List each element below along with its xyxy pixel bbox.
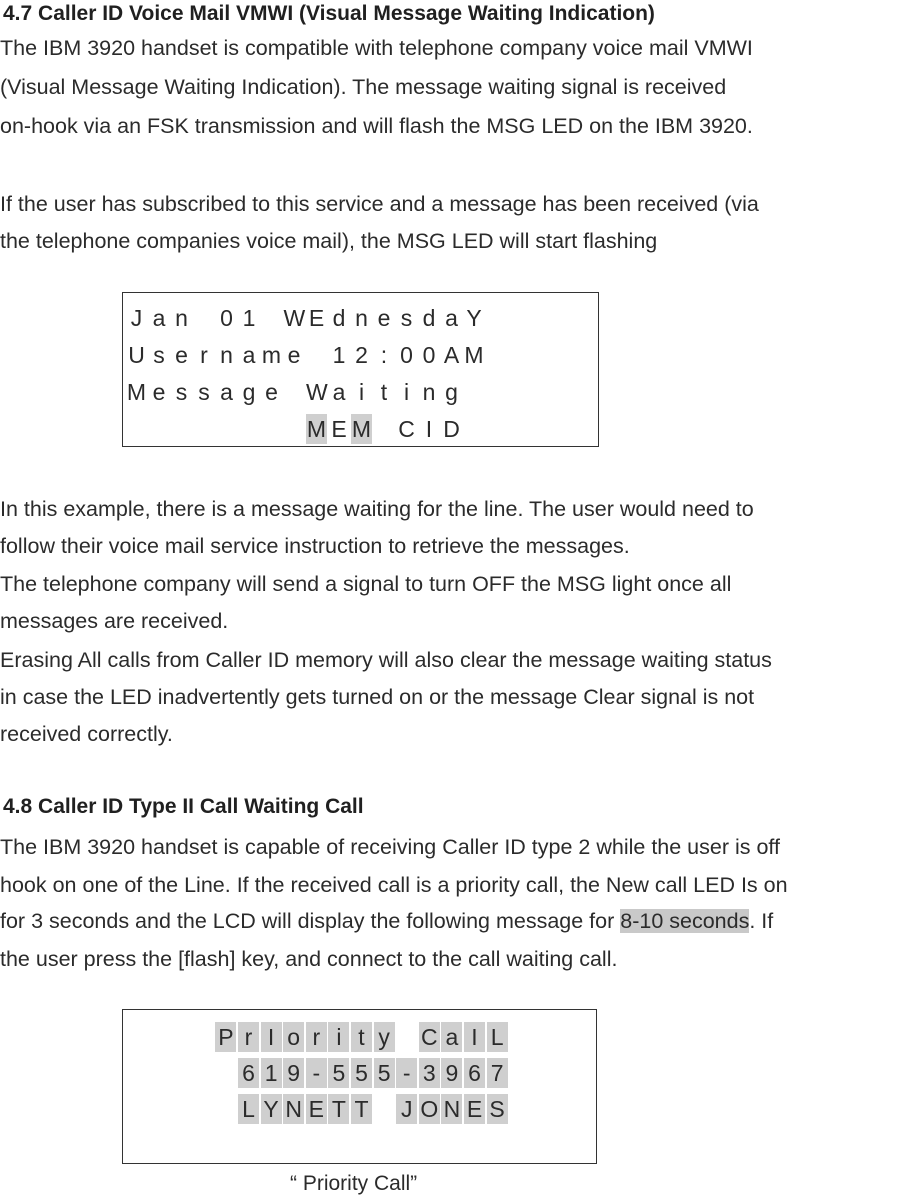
lcd-char: E (331, 416, 347, 442)
lcd-char: D (443, 416, 460, 442)
lcd-char: d (422, 305, 436, 331)
lcd-char: L (238, 1094, 259, 1124)
lcd-char: J (396, 1094, 417, 1124)
lcd-display-message-waiting (122, 292, 599, 447)
paragraph-line: In this example, there is a message waiting for the line. The user would need to (0, 497, 754, 521)
lcd-char: M (351, 416, 372, 442)
lcd-char: r (306, 1022, 327, 1052)
lcd-char: i (328, 1022, 349, 1052)
lcd-char: S (487, 1094, 508, 1124)
section-4-7-heading: 4.7 Caller ID Voice Mail VMWI (Visual Message Waiting Indication) (3, 2, 655, 25)
lcd-char: T (351, 1094, 372, 1124)
lcd-char: a (242, 342, 256, 368)
lcd-char: d (332, 305, 346, 331)
lcd-char: I (425, 416, 433, 442)
lcd-char: T (328, 1094, 349, 1124)
lcd-char: 9 (441, 1058, 462, 1088)
paragraph-line: on-hook via an FSK transmission and will flash the MSG LED on the IBM 3920. (0, 114, 753, 138)
figure-caption: “ Priority Call” (290, 1172, 418, 1195)
lcd-char: e (265, 379, 278, 405)
paragraph-line: The IBM 3920 handset is compatible with telephone company voice mail VMWI (0, 36, 753, 60)
lcd-char: C (398, 416, 415, 442)
lcd-char: E (308, 305, 325, 331)
lcd-char: W (283, 305, 306, 331)
paragraph-line: The telephone company will send a signal to turn OFF the MSG light once all (0, 572, 732, 596)
highlighted-duration: 8-10 seconds (620, 909, 750, 933)
lcd-char: C (419, 1022, 440, 1052)
paragraph-line: follow their voice mail service instruction to retrieve the messages. (0, 534, 630, 558)
lcd-char: L (487, 1022, 508, 1052)
lcd-char: E (464, 1094, 485, 1124)
lcd-char: P (215, 1022, 236, 1052)
text-run: for 3 seconds and the LCD will display the following message for (0, 909, 621, 933)
lcd-char: s (153, 342, 165, 368)
lcd-char: g (242, 379, 256, 405)
paragraph-line: If the user has subscribed to this service and a message has been received (via (0, 192, 759, 216)
lcd-char: 5 (374, 1058, 395, 1088)
lcd-display-priority-call (122, 1009, 597, 1164)
lcd-char: U (128, 342, 145, 368)
lcd-char: M (126, 379, 147, 405)
text-run: . If (749, 909, 774, 933)
lcd-char: M (464, 342, 484, 368)
lcd-char: n (220, 342, 233, 368)
lcd-char: Y (466, 305, 482, 331)
lcd-char: e (287, 342, 301, 368)
paragraph-line: hook on one of the Line. If the received call is a priority call, the New call LED Is on (0, 873, 788, 897)
section-4-8-heading: 4.8 Caller ID Type II Call Waiting Call (3, 795, 364, 818)
lcd-char: n (422, 379, 436, 405)
lcd-char: s (400, 305, 413, 331)
lcd-char: E (306, 1094, 327, 1124)
lcd-char: I (464, 1022, 485, 1052)
lcd-char: 9 (283, 1058, 304, 1088)
lcd-char: a (332, 379, 346, 405)
lcd-char: s (175, 379, 188, 405)
lcd-char: t (380, 379, 388, 405)
lcd-char: a (152, 305, 166, 331)
lcd-char: 6 (238, 1058, 259, 1088)
lcd-char: M (306, 416, 327, 442)
lcd-char: 5 (351, 1058, 372, 1088)
lcd-char: 0 (400, 342, 413, 368)
lcd-char: m (261, 342, 282, 368)
lcd-char: i (358, 379, 365, 405)
lcd-char: a (220, 379, 233, 405)
lcd-char: g (445, 379, 458, 405)
lcd-char: r (238, 1022, 259, 1052)
lcd-char: 1 (261, 1058, 282, 1088)
lcd-char: Y (261, 1094, 282, 1124)
lcd-char: y (374, 1022, 395, 1052)
lcd-char: - (306, 1058, 327, 1088)
lcd-char: J (130, 305, 143, 331)
lcd-char: - (396, 1058, 417, 1088)
lcd-char: I (261, 1022, 282, 1052)
lcd-char: N (283, 1094, 304, 1124)
paragraph-line: in case the LED inadvertently gets turned on or the message Clear signal is not (0, 685, 755, 709)
lcd-char: e (175, 342, 188, 368)
paragraph-line: (Visual Message Waiting Indication). The message waiting signal is received (0, 75, 727, 99)
lcd-char: 1 (242, 305, 256, 331)
lcd-char: a (441, 1022, 462, 1052)
lcd-char: W (306, 379, 328, 405)
lcd-char: 7 (487, 1058, 508, 1088)
lcd-char: : (380, 342, 388, 368)
lcd-char: A (443, 342, 460, 368)
lcd-char: 3 (419, 1058, 440, 1088)
lcd-char: o (283, 1022, 304, 1052)
paragraph-line: received correctly. (0, 722, 173, 746)
lcd-char: 5 (328, 1058, 349, 1088)
lcd-char: 2 (355, 342, 368, 368)
paragraph-line: the telephone companies voice mail), the MSG LED will start flashing (0, 229, 658, 253)
paragraph-line (0, 903, 773, 939)
paragraph-line: messages are received. (0, 609, 229, 633)
lcd-char: t (351, 1022, 372, 1052)
lcd-char: r (200, 342, 208, 368)
lcd-char: i (403, 379, 410, 405)
lcd-char: s (198, 379, 210, 405)
lcd-char: O (420, 1096, 439, 1122)
lcd-char: 6 (464, 1058, 485, 1088)
paragraph-line: Erasing All calls from Caller ID memory will also clear the message waiting status (0, 648, 772, 672)
lcd-char: 0 (220, 305, 233, 331)
lcd-char: 1 (332, 342, 346, 368)
lcd-char: n (355, 305, 368, 331)
lcd-char: 0 (422, 342, 436, 368)
lcd-char: e (152, 379, 166, 405)
paragraph-line: The IBM 3920 handset is capable of receiving Caller ID type 2 while the user is off (0, 835, 780, 859)
lcd-char: n (175, 305, 188, 331)
lcd-char: e (377, 305, 391, 331)
lcd-char: N (441, 1094, 462, 1124)
paragraph-line: the user press the [flash] key, and connect to the call waiting call. (0, 947, 618, 971)
lcd-char: a (445, 305, 458, 331)
